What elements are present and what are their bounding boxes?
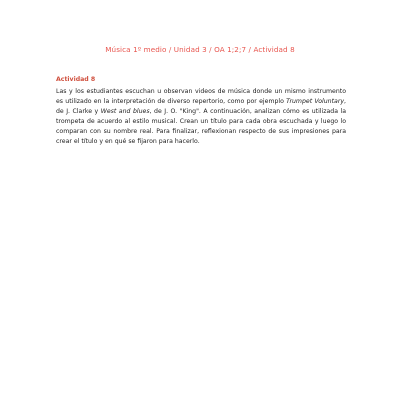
work-title-trumpet-voluntary: Trumpet Voluntary [286,97,345,105]
description-part-2: , de J. Clarke y [56,97,346,115]
work-title-west-and-blues: West and blues [100,107,150,115]
activity-description [56,87,346,146]
description-part-3: , de J. O. "King". A continuación, analizan cómo es utilizada la trompeta de acuerdo al estilo musical. Crean un título para cada obra escuchada y luego lo comparan con su nombre real. Para finalizar, reflexionan respecto de sus impresiones para crear el título y en qué se fijaron para hacerlo. [56,107,347,145]
description-part-1: Las y los estudiantes escuchan u observan videos de música donde un mismo instrumento es utilizado en la interpretación de diverso repertorio, como por ejemplo [56,88,346,105]
page-breadcrumb: Música 1º medio / Unidad 3 / OA 1;2;7 / Actividad 8 [105,45,295,54]
activity-title: Actividad 8 [56,76,96,83]
